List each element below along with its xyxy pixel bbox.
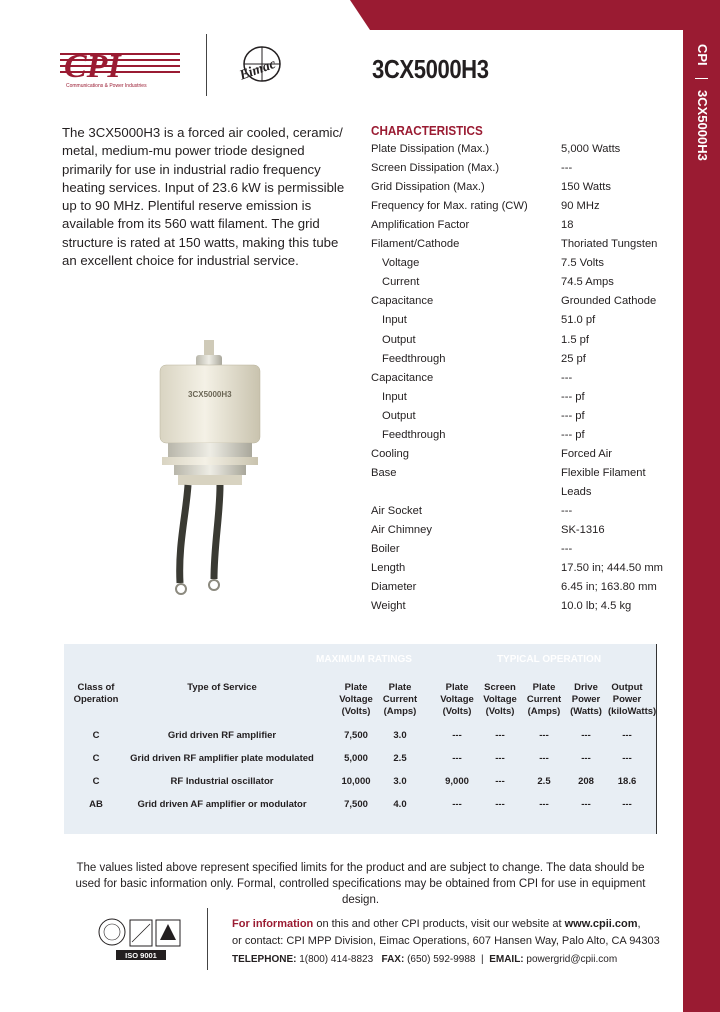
table-cell: ---	[452, 753, 462, 764]
characteristic-label: Cooling	[371, 447, 409, 460]
table-cell: ---	[581, 753, 591, 764]
characteristic-row	[371, 448, 671, 467]
table-column-header: Class of Operation	[73, 682, 119, 705]
iso-label: ISO 9001	[125, 951, 157, 960]
table-cell: 7,500	[344, 799, 368, 810]
characteristic-label: Capacitance	[371, 295, 434, 308]
characteristic-row	[371, 429, 671, 448]
table-right-rule	[656, 644, 657, 834]
ratings-table	[64, 644, 657, 834]
table-cell: ---	[495, 776, 505, 787]
top-band	[0, 0, 720, 30]
characteristic-row	[371, 391, 671, 410]
side-tab-brand: CPI	[695, 44, 710, 66]
characteristic-value: 25 pf	[561, 352, 586, 365]
characteristic-value: 10.0 lb; 4.5 kg	[561, 600, 632, 613]
characteristic-row	[371, 353, 671, 372]
characteristic-row	[371, 219, 671, 238]
table-cell: ---	[622, 730, 632, 741]
characteristic-label: Boiler	[371, 543, 400, 556]
characteristic-row	[371, 200, 671, 219]
table-cell: C	[92, 730, 100, 741]
footer-fax: (650) 592-9988	[404, 954, 476, 965]
tube-photo	[148, 325, 286, 615]
table-cell: 5,000	[344, 753, 368, 764]
table-cell: Grid driven RF amplifier	[167, 730, 277, 741]
characteristic-label: Current	[382, 276, 420, 289]
characteristic-row	[371, 162, 671, 181]
characteristic-label: Base	[371, 466, 397, 479]
characteristic-value: Leads	[561, 485, 592, 498]
table-cell: ---	[581, 730, 591, 741]
side-tab-product: 3CX5000H3	[695, 90, 710, 161]
characteristic-value: --- pf	[561, 409, 585, 422]
cpi-tagline: Communications & Power Industries	[66, 83, 147, 89]
characteristic-value: 51.0 pf	[561, 314, 596, 327]
table-cell: 7,500	[344, 730, 368, 741]
table-cell: ---	[495, 730, 505, 741]
table-cell: ---	[622, 799, 632, 810]
characteristic-label: Grid Dissipation (Max.)	[371, 181, 485, 194]
characteristic-value: --- pf	[561, 428, 585, 441]
characteristic-value: 90 MHz	[561, 200, 600, 213]
characteristic-label: Weight	[371, 600, 406, 613]
footer-info-lead: For information	[232, 918, 314, 930]
characteristic-row	[371, 581, 671, 600]
table-cell: ---	[581, 799, 591, 810]
characteristic-label: Filament/Cathode	[371, 238, 460, 251]
table-column-header: Plate Current (Amps)	[526, 682, 562, 717]
characteristic-row	[371, 410, 671, 429]
footer-info-line	[232, 918, 641, 930]
group-header-typical-operation: TYPICAL OPERATION	[496, 654, 602, 665]
table-cell: AB	[89, 799, 103, 810]
table-cell: ---	[539, 753, 549, 764]
characteristic-value: Thoriated Tungsten	[561, 238, 658, 251]
table-cell: 10,000	[341, 776, 371, 787]
group-header-max-ratings: MAXIMUM RATINGS	[316, 654, 412, 665]
eimac-logo-text: Eimac	[237, 56, 278, 84]
characteristic-value: SK-1316	[561, 524, 605, 536]
characteristic-value: 18	[561, 219, 574, 232]
footer-email-label: EMAIL:	[489, 954, 524, 965]
characteristic-row	[371, 486, 671, 505]
tube-label: 3CX5000H3	[188, 390, 232, 399]
table-cell: ---	[622, 753, 632, 764]
characteristic-label: Plate Dissipation (Max.)	[371, 143, 490, 155]
characteristic-label: Capacitance	[371, 371, 434, 384]
characteristic-value: ---	[561, 371, 573, 384]
characteristic-row	[371, 524, 671, 543]
characteristic-value: 150 Watts	[561, 181, 611, 194]
characteristic-value: ---	[561, 504, 573, 517]
footer-info-end: ,	[637, 918, 641, 930]
table-cell: ---	[495, 753, 505, 764]
table-cell: RF Industrial oscillator	[170, 776, 274, 787]
table-cell: C	[92, 753, 100, 764]
table-column-header: Drive Power (Watts)	[570, 682, 602, 717]
table-cell: C	[92, 776, 100, 787]
characteristic-value: 74.5 Amps	[561, 276, 614, 289]
footer-fax-label: FAX:	[381, 954, 405, 965]
certification-badges	[96, 916, 184, 962]
characteristic-row	[371, 543, 671, 562]
table-cell: 3.0	[393, 776, 407, 787]
table-column-header: Type of Service	[187, 682, 257, 693]
characteristic-row	[371, 372, 671, 391]
table-cell: Grid driven RF amplifier plate modulated	[130, 753, 314, 764]
characteristic-row	[371, 276, 671, 295]
characteristic-row	[371, 295, 671, 314]
characteristic-label: Diameter	[371, 581, 417, 594]
characteristic-label: Amplification Factor	[371, 219, 470, 232]
characteristic-row	[371, 334, 671, 353]
characteristic-value: 5,000 Watts	[561, 143, 621, 155]
characteristics-title: CHARACTERISTICS	[371, 123, 483, 138]
characteristic-label: Air Chimney	[371, 524, 432, 536]
characteristic-row	[371, 600, 671, 619]
side-tab-divider	[695, 78, 708, 79]
characteristic-label: Frequency for Max. rating (CW)	[371, 200, 528, 213]
table-cell: 9,000	[445, 776, 469, 787]
table-cell: ---	[495, 799, 505, 810]
footer-contact-numbers: TELEPHONE: 1(800) 414-8823 FAX: (650) 592-9988 | EMAIL: powergrid@cpii.com	[232, 954, 618, 965]
footer-telephone: 1(800) 414-8823	[296, 954, 374, 965]
footer-telephone-label: TELEPHONE:	[232, 954, 297, 965]
characteristic-value: Flexible Filament	[561, 466, 646, 479]
table-cell: 2.5	[393, 753, 407, 764]
disclaimer: The values listed above represent specified limits for the product and are subject to change. The data should be used for basic information only. Formal, controlled specifications may be obtained from CPI for use in equipment design.	[75, 862, 646, 906]
footer-contact: or contact: CPI MPP Division, Eimac Operations, 607 Hansen Way, Palo Alto, CA 94303	[232, 935, 660, 947]
characteristic-row	[371, 314, 671, 333]
page-title: 3CX5000H3	[372, 54, 489, 84]
characteristic-row	[371, 562, 671, 581]
table-column-header: Screen Voltage (Volts)	[483, 682, 517, 717]
characteristic-label: Air Socket	[371, 504, 422, 517]
characteristic-value: 17.50 in; 444.50 mm	[561, 562, 663, 575]
eimac-logo	[232, 40, 292, 88]
characteristic-value: Grounded Cathode	[561, 295, 657, 308]
table-cell: 208	[578, 776, 594, 787]
characteristic-label: Screen Dissipation (Max.)	[371, 162, 500, 175]
characteristic-row	[371, 257, 671, 276]
footer-info-text: on this and other CPI products, visit our website at	[313, 918, 565, 930]
characteristic-row	[371, 238, 671, 257]
characteristic-label: Input	[382, 390, 407, 403]
characteristic-label: Output	[382, 409, 416, 422]
characteristic-label: Input	[382, 314, 407, 327]
footer-website-link[interactable]: www.cpii.com	[564, 918, 638, 930]
table-column-header: Plate Current (Amps)	[382, 682, 418, 717]
characteristic-value: --- pf	[561, 390, 585, 403]
side-tab	[683, 30, 720, 1012]
footer-email-link[interactable]: powergrid@cpii.com	[523, 954, 618, 965]
table-cell: 4.0	[393, 799, 407, 810]
characteristic-value: 6.45 in; 163.80 mm	[561, 581, 657, 594]
table-cell: 18.6	[617, 776, 637, 787]
table-cell: ---	[452, 799, 462, 810]
characteristic-value: ---	[561, 162, 573, 175]
product-description: The 3CX5000H3 is a forced air cooled, ceramic/ metal, medium-mu power triode designed primarily for use in industrial radio frequency heating services. Input of 23.6 kW is permissible up to 90 MHz. Plentiful reserve emission is available from its 560 watt filament. The grid structure is rated at 150 watts, making this tube an excellent choice for industrial service.	[62, 125, 345, 269]
characteristic-value: ---	[561, 543, 573, 556]
table-column-header: Plate Voltage (Volts)	[339, 682, 373, 717]
logo-divider	[206, 34, 207, 96]
table-cell: ---	[539, 730, 549, 741]
table-cell: 2.5	[537, 776, 551, 787]
table-column-header: Output Power (kiloWatts)	[608, 682, 657, 717]
characteristic-value: Forced Air	[561, 447, 612, 460]
characteristic-label: Feedthrough	[382, 352, 446, 365]
characteristic-value: 1.5 pf	[561, 333, 589, 346]
characteristic-label: Voltage	[382, 257, 420, 270]
table-cell: ---	[452, 730, 462, 741]
characteristic-row	[371, 505, 671, 524]
characteristic-label: Feedthrough	[382, 428, 446, 441]
characteristic-label: Output	[382, 333, 416, 346]
footer-divider	[207, 908, 208, 970]
characteristic-row	[371, 467, 671, 486]
table-cell: 3.0	[393, 730, 407, 741]
table-cell: Grid driven AF amplifier or modulator	[137, 799, 307, 810]
characteristic-value: 7.5 Volts	[561, 257, 604, 270]
table-cell: ---	[539, 799, 549, 810]
table-column-header: Plate Voltage (Volts)	[440, 682, 474, 717]
characteristic-row	[371, 181, 671, 200]
characteristic-row	[371, 143, 671, 162]
characteristic-label: Length	[371, 562, 406, 575]
cpi-logo-text: CPI	[64, 48, 121, 84]
